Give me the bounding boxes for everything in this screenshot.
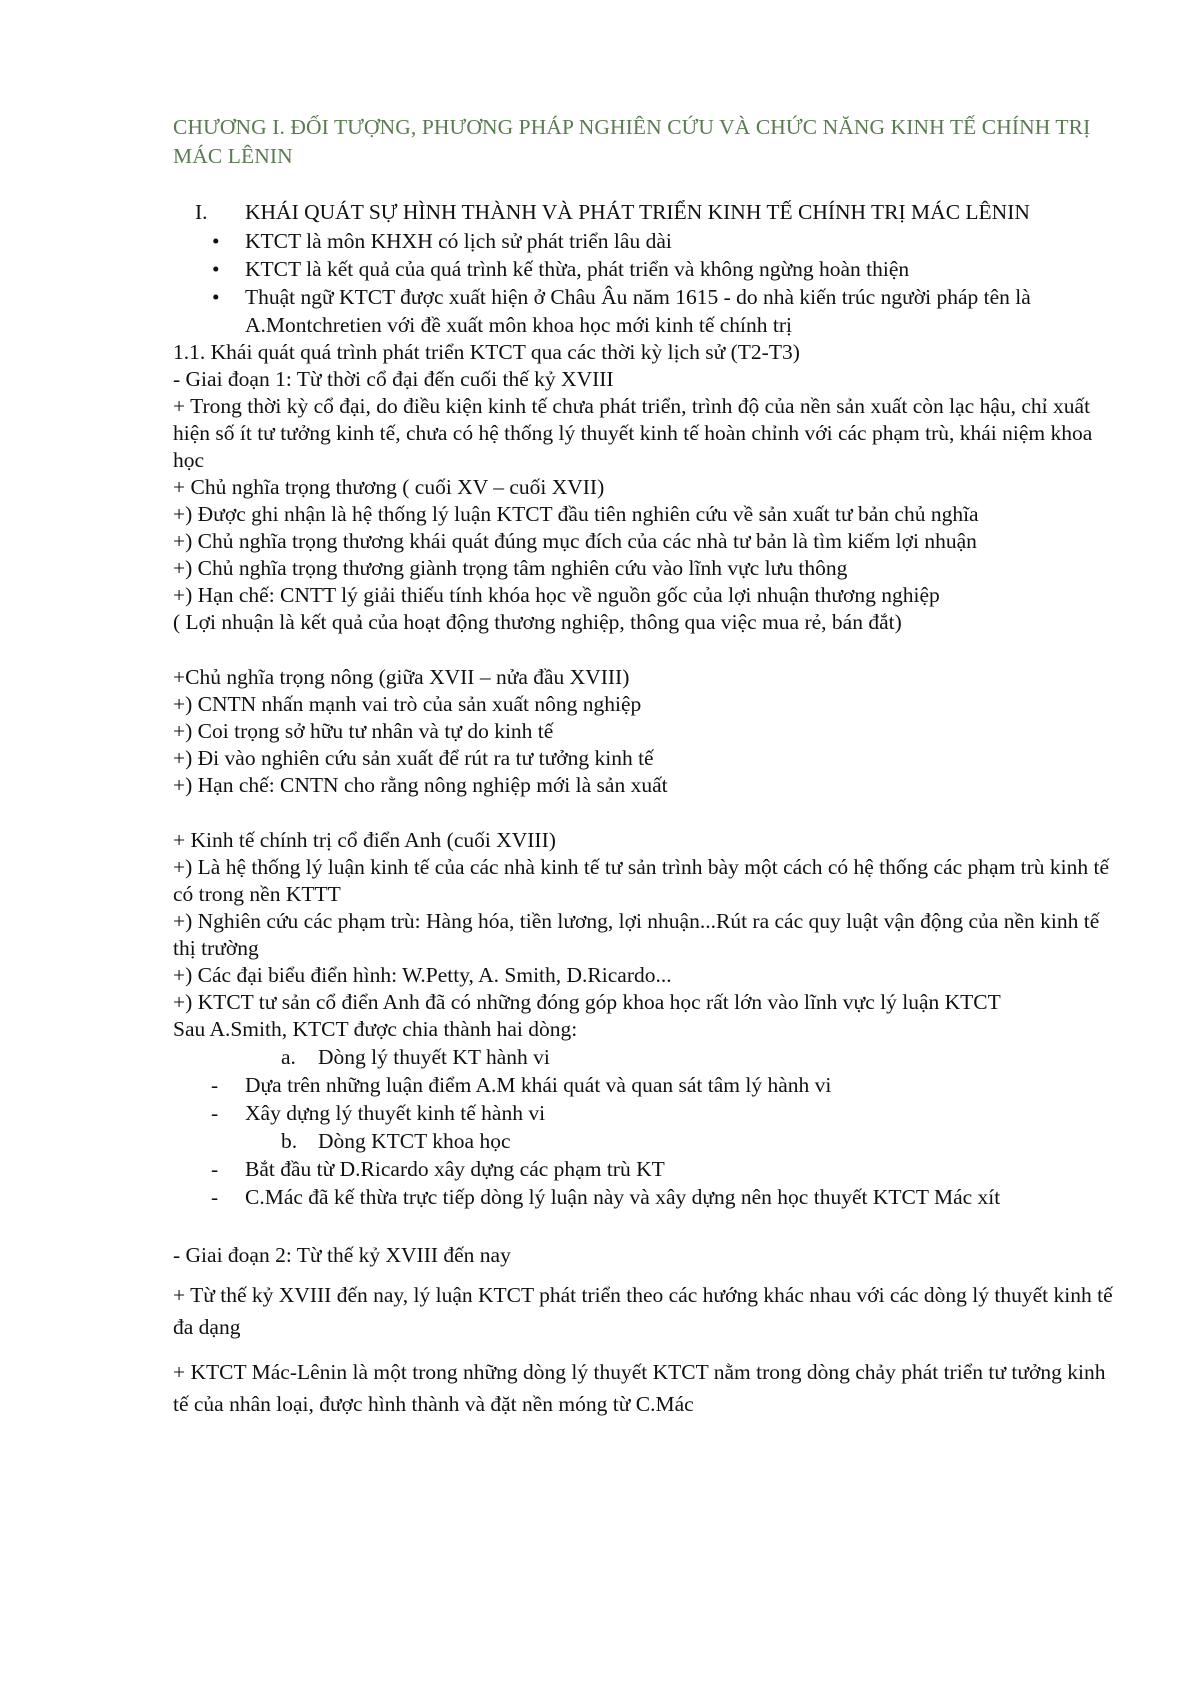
list-text: Dòng KTCT khoa học — [318, 1128, 511, 1153]
blank-line — [173, 636, 1113, 664]
section-number: I. — [195, 200, 208, 224]
paragraph: + Chủ nghĩa trọng thương ( cuối XV – cuối XVII) — [173, 474, 605, 499]
dash-item — [173, 1183, 1113, 1211]
paragraph: +) Nghiên cứu các phạm trù: Hàng hóa, tiền lương, lợi nhuận...Rút ra các quy luật vận động của nền kinh tế thị trường — [173, 908, 1100, 960]
dash-text: Dựa trên những luận điểm A.M khái quát và quan sát tâm lý hành vi — [245, 1072, 832, 1097]
blank-line — [173, 799, 1113, 827]
paragraph: +) Chủ nghĩa trọng thương giành trọng tâm nghiên cứu vào lĩnh vực lưu thông — [173, 555, 848, 580]
subsection-heading: 1.1. Khái quát quá trình phát triển KTCT qua các thời kỳ lịch sử (T2-T3) — [173, 339, 800, 364]
paragraph: +) Đi vào nghiên cứu sản xuất để rút ra tư tưởng kinh tế — [173, 745, 654, 770]
document-body — [173, 198, 1113, 1420]
paragraph: + Trong thời kỳ cổ đại, do điều kiện kinh tế chưa phát triển, trình độ của nền sản xuất còn lạc hậu, chỉ xuất hiện số ít tư tưởng kinh tế, chưa có hệ thống lý thuyết kinh tế hoàn chỉnh với các phạm trù, khái niệm khoa học — [173, 393, 1093, 472]
dash-mark: - — [211, 1100, 219, 1125]
paragraph: + Từ thế kỷ XVIII đến nay, lý luận KTCT phát triển theo các hướng khác nhau với các dòng lý thuyết kinh tế đa dạng — [173, 1282, 1113, 1339]
bullet-dot: • — [212, 256, 220, 281]
section-heading-i — [173, 198, 1113, 227]
paragraph: + KTCT Mác-Lênin là một trong những dòng lý thuyết KTCT nằm trong dòng chảy phát triển tư tưởng kinh tế của nhân loại, được hình thành và đặt nền móng từ C.Mác — [173, 1359, 1106, 1416]
dash-text: Bắt đầu từ D.Ricardo xây dựng các phạm trù KT — [245, 1156, 665, 1181]
list-label: a. — [281, 1044, 296, 1069]
list-text: Dòng lý thuyết KT hành vi — [318, 1044, 550, 1069]
dash-text: C.Mác đã kế thừa trực tiếp dòng lý luận này và xây dựng nên học thuyết KTCT Mác xít — [245, 1184, 1001, 1209]
list-item-b — [173, 1127, 1113, 1155]
paragraph: +) Được ghi nhận là hệ thống lý luận KTCT đầu tiên nghiên cứu về sản xuất tư bản chủ nghĩa — [173, 501, 979, 526]
bullet-item — [173, 283, 1113, 339]
paragraph: +) Là hệ thống lý luận kinh tế của các nhà kinh tế tư sản trình bày một cách có hệ thống các phạm trù kinh tế có trong nền KTTT — [173, 854, 1110, 906]
dash-item — [173, 1099, 1113, 1127]
bullet-item — [173, 255, 1113, 283]
paragraph: Sau A.Smith, KTCT được chia thành hai dòng: — [173, 1016, 578, 1041]
dash-text: Xây dựng lý thuyết kinh tế hành vi — [245, 1100, 546, 1125]
paragraph: +) KTCT tư sản cổ điển Anh đã có những đóng góp khoa học rất lớn vào lĩnh vực lý luận KTCT — [173, 989, 1001, 1014]
paragraph: +) Các đại biểu điển hình: W.Petty, A. Smith, D.Ricardo... — [173, 962, 672, 987]
blank-line — [173, 1211, 1113, 1239]
paragraph: +) Chủ nghĩa trọng thương khái quát đúng mục đích của các nhà tư bản là tìm kiếm lợi nhuận — [173, 528, 977, 553]
bullet-text: KTCT là môn KHXH có lịch sử phát triển lâu dài — [245, 228, 672, 253]
dash-mark: - — [211, 1184, 219, 1209]
paragraph: +) CNTN nhấn mạnh vai trò của sản xuất nông nghiệp — [173, 691, 642, 716]
bullet-dot: • — [212, 228, 220, 253]
paragraph: +) Hạn chế: CNTN cho rằng nông nghiệp mới là sản xuất — [173, 772, 668, 797]
chapter-title: CHƯƠNG I. ĐỐI TƯỢNG, PHƯƠNG PHÁP NGHIÊN CỨU VÀ CHỨC NĂNG KINH TẾ CHÍNH TRỊ MÁC LÊNIN — [173, 115, 1091, 168]
section-title: KHÁI QUÁT SỰ HÌNH THÀNH VÀ PHÁT TRIỂN KINH TẾ CHÍNH TRỊ MÁC LÊNIN — [245, 200, 1030, 224]
dash-item — [173, 1155, 1113, 1183]
paragraph: +) Coi trọng sở hữu tư nhân và tự do kinh tế — [173, 718, 554, 743]
dash-item — [173, 1071, 1113, 1099]
paragraph: +Chủ nghĩa trọng nông (giữa XVII – nửa đầu XVIII) — [173, 664, 630, 689]
stage-1-heading: - Giai đoạn 1: Từ thời cổ đại đến cuối thế kỷ XVIII — [173, 366, 614, 391]
list-label: b. — [281, 1128, 298, 1153]
paragraph: ( Lợi nhuận là kết quả của hoạt động thương nghiệp, thông qua việc mua rẻ, bán đắt) — [173, 609, 902, 634]
paragraph: +) Hạn chế: CNTT lý giải thiếu tính khóa học về nguồn gốc của lợi nhuận thương nghiệp — [173, 582, 940, 607]
bullet-item — [173, 227, 1113, 255]
bullet-text: Thuật ngữ KTCT được xuất hiện ở Châu Âu năm 1615 - do nhà kiến trúc người pháp tên là A.Montchretien với đề xuất môn khoa học mới kinh tế chính trị — [245, 284, 1031, 337]
bullet-dot: • — [212, 284, 220, 309]
dash-mark: - — [211, 1156, 219, 1181]
paragraph: + Kinh tế chính trị cổ điển Anh (cuối XVIII) — [173, 827, 556, 852]
list-item-a — [173, 1043, 1113, 1071]
bullet-text: KTCT là kết quả của quá trình kế thừa, phát triển và không ngừng hoàn thiện — [245, 256, 910, 281]
stage-2-heading: - Giai đoạn 2: Từ thế kỷ XVIII đến nay — [173, 1242, 511, 1267]
dash-mark: - — [211, 1072, 219, 1097]
